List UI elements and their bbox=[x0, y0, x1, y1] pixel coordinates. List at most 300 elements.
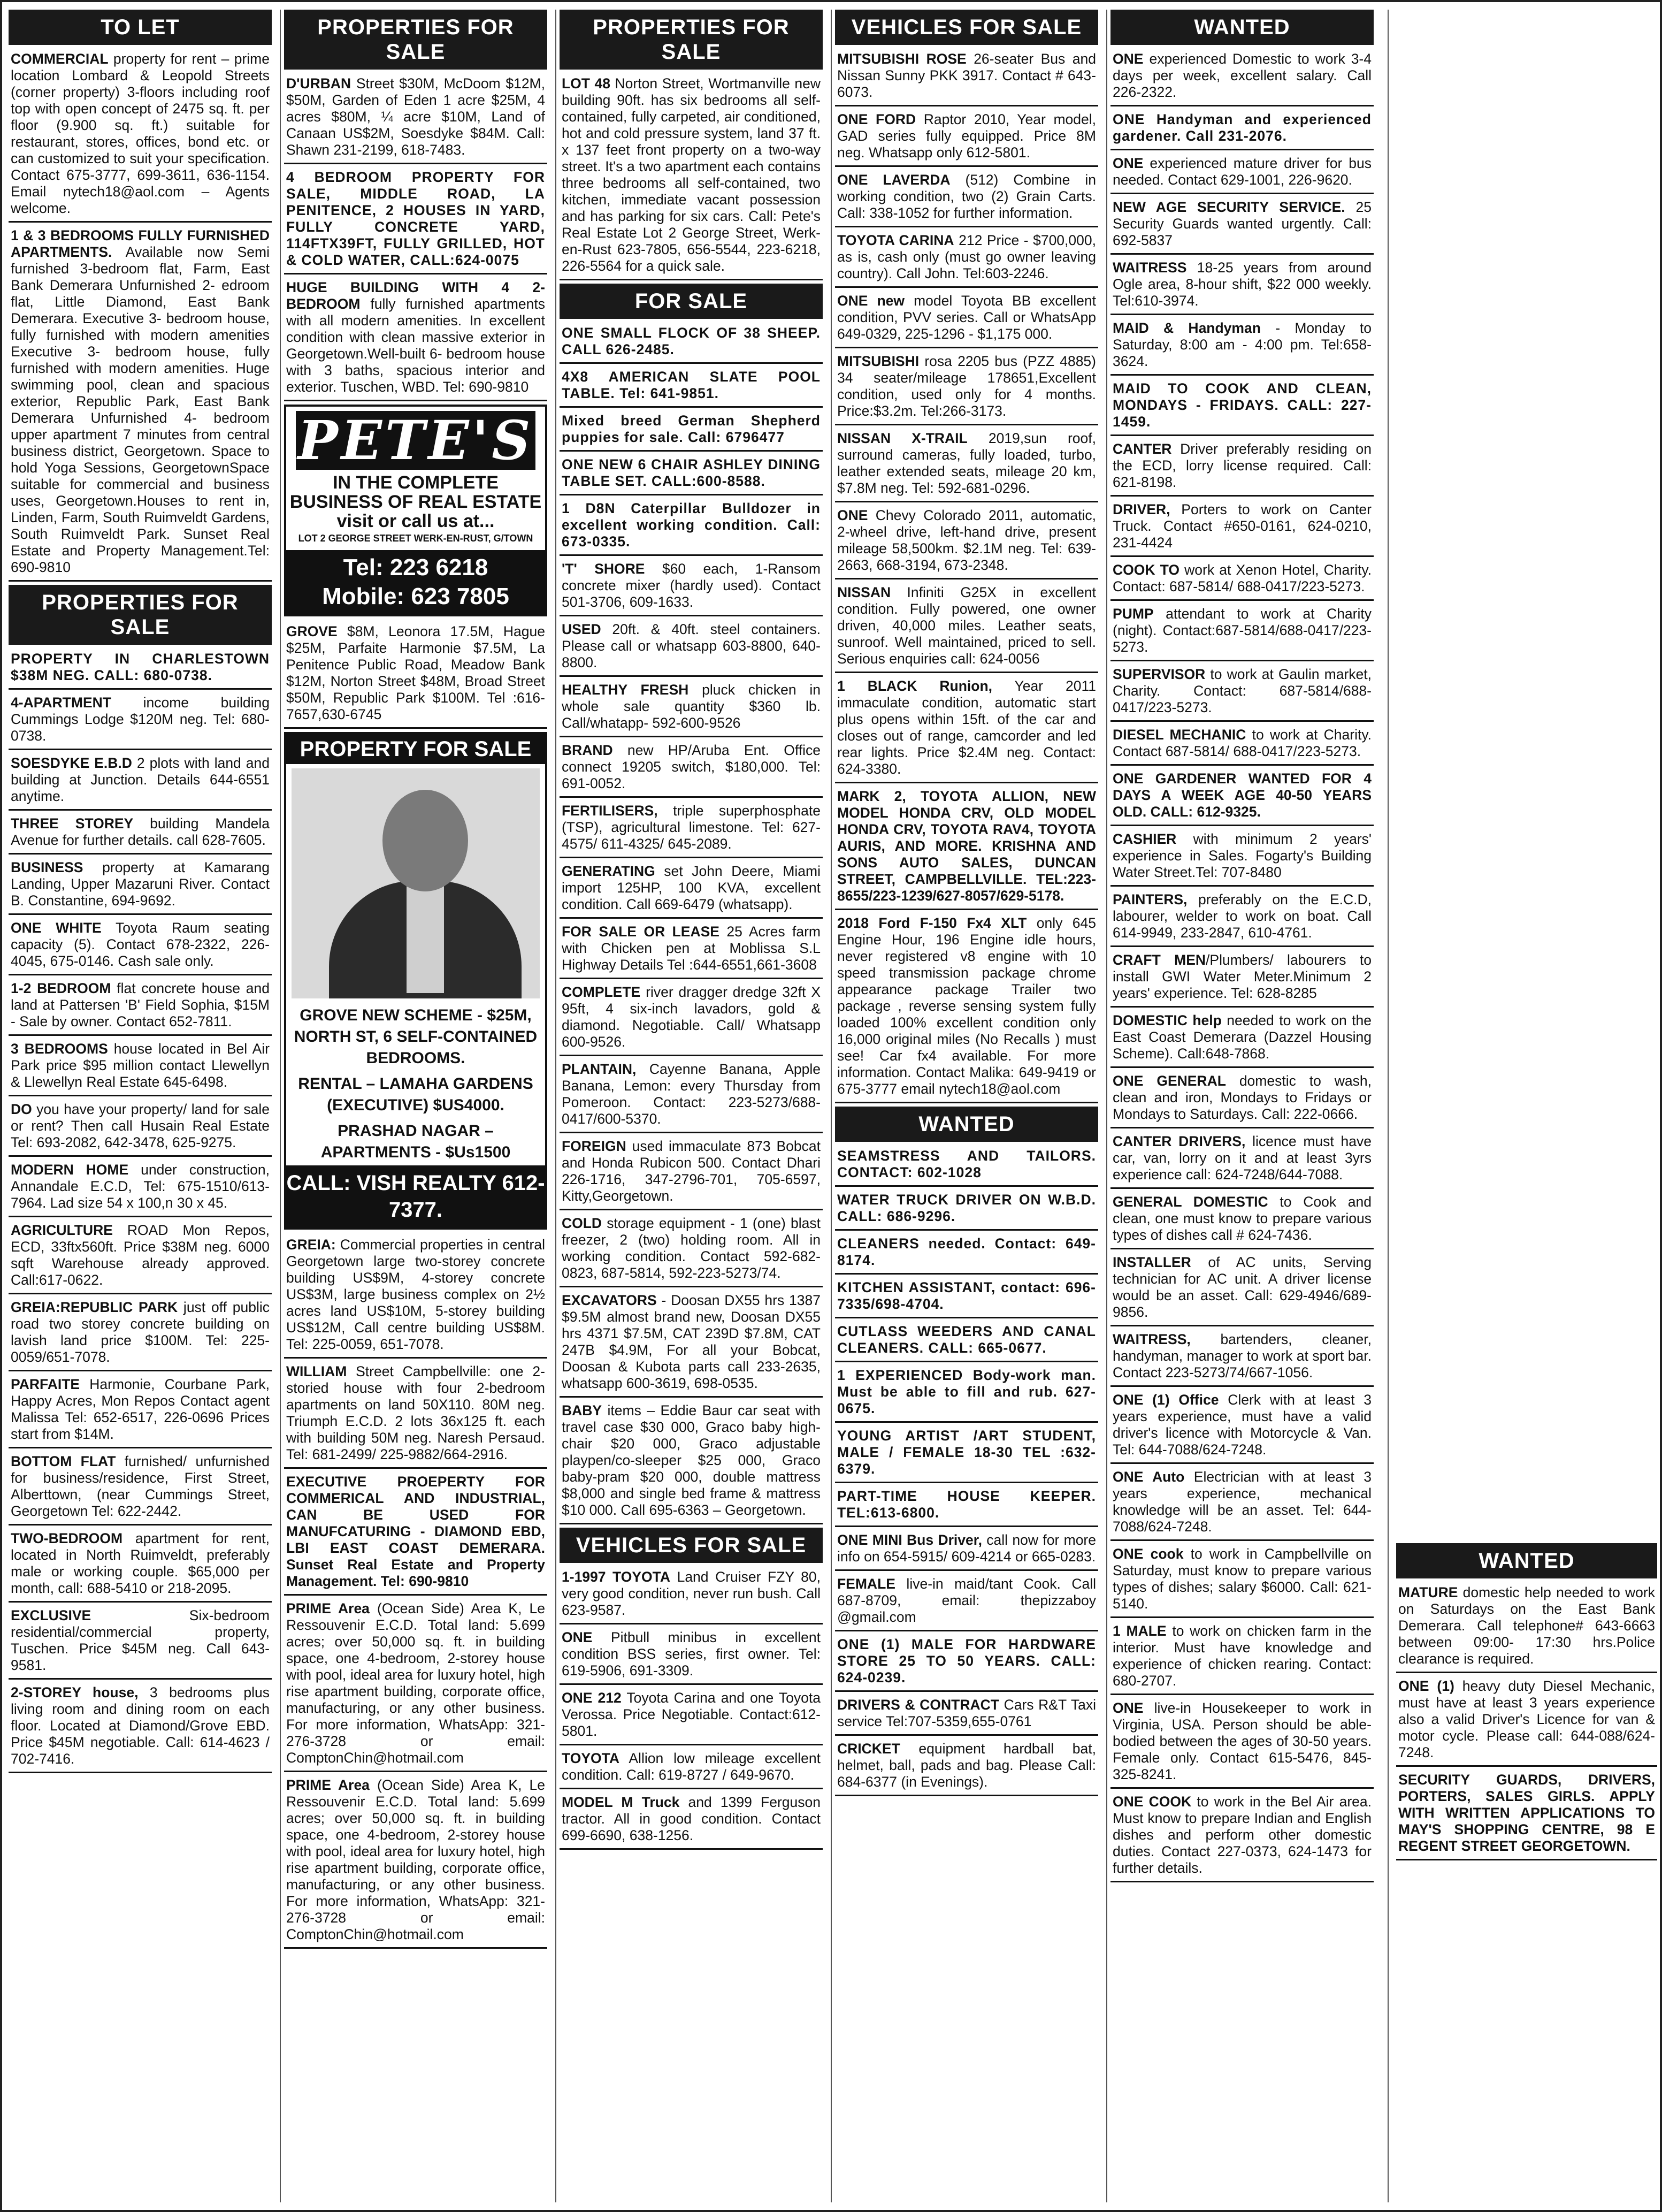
classified-ad bbox=[1396, 1583, 1657, 1673]
classified-ad bbox=[9, 1452, 272, 1525]
classified-ad bbox=[284, 1235, 547, 1359]
ad-keyword: BUSINESS bbox=[11, 859, 83, 875]
classified-ad bbox=[560, 499, 823, 556]
column-divider bbox=[1106, 10, 1107, 2202]
ad-keyword: 2-STOREY house, bbox=[11, 1684, 139, 1700]
ad-text: domestic to wash, clean and iron, Mondays to Fridays or Mondays to Saturdays. Call: 222-0666. bbox=[1113, 1073, 1372, 1122]
ad-keyword: KITCHEN ASSISTANT, contact: 696-7335/698-4704. bbox=[837, 1279, 1096, 1312]
ad-keyword: CRICKET bbox=[837, 1741, 900, 1757]
agent-photo-head bbox=[382, 790, 468, 891]
ad-keyword: 4-APARTMENT bbox=[11, 695, 111, 711]
ad-keyword: SUPERVISOR bbox=[1113, 666, 1206, 682]
petes-address: LOT 2 GEORGE STREET WERK-EN-RUST, G/TOWN bbox=[298, 533, 533, 544]
section-header: FOR SALE bbox=[560, 284, 823, 319]
vish-ad-call: CALL: VISH REALTY 612-7377. bbox=[286, 1165, 545, 1227]
classified-ad bbox=[560, 1214, 823, 1287]
ad-keyword: EXCAVATORS bbox=[562, 1292, 657, 1308]
ad-text: Land Cruiser FZY 80, very good condition, never run bush. Call 623-9587. bbox=[562, 1569, 821, 1618]
classified-ad bbox=[9, 1298, 272, 1371]
classified-ad bbox=[835, 291, 1098, 348]
classified-ad bbox=[835, 1695, 1098, 1736]
ad-text: - Monday to Saturday, 8:00 am - 4:00 pm. Tel:658-3624. bbox=[1113, 320, 1372, 369]
petes-mobile: Mobile: 623 7805 bbox=[322, 583, 509, 609]
classified-ad bbox=[835, 429, 1098, 502]
classified-ad bbox=[1396, 1676, 1657, 1767]
classified-ad bbox=[1110, 154, 1374, 194]
ad-keyword: GROVE bbox=[286, 623, 338, 639]
ad-keyword: PRIME Area bbox=[286, 1777, 370, 1793]
ad-text: live-in Housekeeper to work in Virginia, USA. Person should be able-bodied between the ages of 30-50 years. Female only. Contact 615-5476, 845-325-8241. bbox=[1113, 1700, 1372, 1782]
ad-keyword: DO bbox=[11, 1101, 32, 1117]
ad-keyword: HUGE BUILDING WITH 4 2- BEDROOM bbox=[286, 279, 545, 312]
classified-ad bbox=[560, 1688, 823, 1745]
ad-keyword: ONE COOK bbox=[1113, 1794, 1192, 1810]
classified-ad bbox=[835, 1366, 1098, 1423]
classified-ad bbox=[1110, 1698, 1374, 1789]
ad-keyword: ONE LAVERDA bbox=[837, 172, 951, 188]
ad-keyword: 1-2 BEDROOM bbox=[11, 980, 111, 996]
ad-text: Allion low mileage excellent condition. Call: 619-8727 / 649-9670. bbox=[562, 1750, 821, 1783]
ad-keyword: CUTLASS WEEDERS AND CANAL CLEANERS. CALL: 665-0677. bbox=[837, 1323, 1096, 1356]
classified-ad bbox=[560, 620, 823, 677]
classified-ad bbox=[560, 680, 823, 737]
classified-ad bbox=[835, 583, 1098, 673]
ad-keyword: MODEL M Truck bbox=[562, 1794, 680, 1810]
ad-keyword: COLD bbox=[562, 1215, 602, 1231]
ad-text: Available now Semi furnished 3-bedroom flat, Farm, East Bank Demerara Unfurnished 2- edroom flat, Little Diamond, East Bank Demerara. Executive 3- bedroom house, fully furnished with modern amenities Executive 3- bedroom house, fully furnished with modern amenities. Huge swimming pool, clean and spacious exterior, Republic Park, East Bank Demerara Unfurnished 4- bedroom upper apartment 7 minutes from central business district, Georgetown. Space to hold Yoga Sessions, GeorgetownSpace suitable for commercial and business uses, Georgetown.Houses to rent in, Linden, Farm, South Ruimveldt Gardens, South Ruimveldt Park. Sunset Real Estate and Property Management.Tel: 690-9810 bbox=[11, 244, 270, 575]
section-header: PROPERTIES FOR SALE bbox=[284, 10, 547, 70]
ad-text: call now for more info on 654-5915/ 609-4214 or 665-0283. bbox=[837, 1532, 1096, 1565]
ad-text: attendant to work at Charity (night). Contact:687-5814/688-0417/223-5273. bbox=[1113, 606, 1372, 655]
classified-ad bbox=[9, 753, 272, 811]
ad-text: with minimum 2 years' experience in Sales. Fogarty's Building Water Street.Tel: 707-8480 bbox=[1113, 831, 1372, 880]
classified-ad bbox=[9, 1529, 272, 1603]
ad-keyword: 4X8 AMERICAN SLATE POOL TABLE. Tel: 641-9851. bbox=[562, 369, 821, 401]
ad-keyword: ONE (1) MALE FOR HARDWARE STORE 25 TO 50 YEARS. CALL: 624-0239. bbox=[837, 1636, 1096, 1685]
column-6 bbox=[1396, 1543, 1657, 2202]
classified-ad bbox=[1110, 950, 1374, 1008]
ad-text: Porters to work on Canter Truck. Contact #650-0161, 624-0210, 231-4424 bbox=[1113, 501, 1372, 551]
agent-photo bbox=[292, 768, 540, 998]
ad-text: Harmonie, Courbane Park, Happy Acres, Mon Repos Contact agent Malissa Tel: 652-6517, 226-0696 Prices start from $14M. bbox=[11, 1376, 270, 1442]
ad-keyword: CASHIER bbox=[1113, 831, 1177, 847]
ad-keyword: GENERAL DOMESTIC bbox=[1113, 1194, 1268, 1210]
ad-keyword: PRIME Area bbox=[286, 1600, 370, 1616]
ad-text: equipment hardball bat, helmet, ball, pads and bag. Please Call: 684-6377 (in Evenings). bbox=[837, 1741, 1096, 1790]
classified-ad bbox=[9, 1221, 272, 1294]
ad-text: Street Campbellville: one 2-storied house with four 2-bedroom apartments on land 50X110. 80M neg. Triumph E.C.D. 2 lots 36x125 ft. each with building 50M neg. Naresh Persaud. Tel: 681-2499/ 225-9882/664-2916. bbox=[286, 1363, 545, 1462]
ad-keyword: PART-TIME HOUSE KEEPER. TEL:613-6800. bbox=[837, 1488, 1096, 1521]
classified-ad bbox=[9, 979, 272, 1036]
ad-keyword: PARFAITE bbox=[11, 1376, 80, 1392]
classified-ad bbox=[9, 1100, 272, 1157]
ad-keyword: PLANTAIN, bbox=[562, 1061, 637, 1077]
classified-ad bbox=[1110, 379, 1374, 436]
ad-keyword: PROPERTY IN CHARLESTOWN $38M NEG. CALL: 680-0738. bbox=[11, 651, 270, 683]
ad-keyword: ONE NEW 6 CHAIR ASHLEY DINING TABLE SET. CALL:600-8588. bbox=[562, 456, 821, 489]
classified-ad bbox=[835, 1322, 1098, 1362]
classified-ad bbox=[560, 1059, 823, 1133]
classified-ad bbox=[9, 858, 272, 915]
classified-ad bbox=[835, 1530, 1098, 1571]
ad-keyword: ONE bbox=[837, 507, 868, 523]
ad-text: Year 2011 immaculate condition, automatic start plus opens within 15ft. of the car and closes out of range, camcorder and led rear lights. Price $2.4M neg. Contact: 624-3380. bbox=[837, 678, 1096, 777]
ad-keyword: ONE (1) Office bbox=[1113, 1392, 1219, 1408]
ad-text: and 1399 Ferguson tractor. All in good condition. Contact 699-6690, 638-1256. bbox=[562, 1794, 821, 1843]
ad-text: rosa 2205 bus (PZZ 4885) 34 seater/mileage 178651,Excellent condition, used only for 4 months. Price:$3.2m. Tel:266-3173. bbox=[837, 353, 1096, 419]
ad-keyword: SEAMSTRESS AND TAILORS. CONTACT: 602-1028 bbox=[837, 1148, 1096, 1180]
ad-text: to work on chicken farm in the interior. Must have knowledge and experience of chicken rearing. Contact: 680-2707. bbox=[1113, 1623, 1372, 1689]
ad-keyword: TOYOTA bbox=[562, 1750, 619, 1766]
petes-logo: PETE'S bbox=[296, 411, 535, 470]
ad-text: 212 Price - $700,000, as is, cash only (must go owner leaving country). Call John. Tel:603-2246. bbox=[837, 232, 1096, 281]
ad-keyword: Mixed breed German Shepherd puppies for sale. Call: 6796477 bbox=[562, 413, 821, 445]
ad-text: of AC units, Serving technician for AC unit. A driver license would be an asset. Call: 629-4946/689-9856. bbox=[1113, 1254, 1372, 1320]
ad-text: Toyota Raum seating capacity (5). Contact 678-2322, 226-4045, 675-0146. Cash sale only. bbox=[11, 920, 270, 969]
ad-keyword: 4 BEDROOM PROPERTY FOR SALE, MIDDLE ROAD, LA PENITENCE, 2 HOUSES IN YARD, FULLY CONCRETE YARD, 114FTX39FT, FULLY GRILLED, HOT & COLD WATER, CALL:624-0075 bbox=[286, 169, 545, 268]
ad-keyword: PUMP bbox=[1113, 606, 1154, 622]
ad-keyword: 1 & 3 BEDROOMS FULLY FURNISHED APARTMENTS. bbox=[11, 227, 270, 260]
classified-ad bbox=[835, 1739, 1098, 1796]
classified-ad bbox=[284, 278, 547, 401]
classified-ad bbox=[9, 1039, 272, 1096]
classified-ad bbox=[1110, 439, 1374, 497]
ad-keyword: THREE STOREY bbox=[11, 815, 134, 832]
ad-keyword: USED bbox=[562, 621, 601, 637]
classified-ad bbox=[835, 1190, 1098, 1231]
ad-text: items – Eddie Baur car seat with travel case $30 000, Graco baby high-chair $20 000, Graco adjustable playpen/co-sleeper $25 000, Graco baby-pram $20 000, double mattress $8,000 and single bed frame & mattress $10 000. Call 695-6363 – Georgetown. bbox=[562, 1402, 821, 1518]
ad-keyword: DRIVER, bbox=[1113, 501, 1170, 517]
ad-text: to work at Gaulin market, Charity. Contact: 687-5814/688-0417/223-5273. bbox=[1113, 666, 1372, 715]
ad-keyword: D'URBAN bbox=[286, 75, 351, 91]
classified-ad bbox=[9, 814, 272, 855]
classified-ad bbox=[1396, 1770, 1657, 1860]
ad-keyword: NISSAN bbox=[837, 584, 891, 600]
ad-keyword: NISSAN X-TRAIL bbox=[837, 430, 968, 446]
classified-ad bbox=[1110, 258, 1374, 315]
ad-text: heavy duty Diesel Mechanic, must have at least 3 years experience also a valid Driver's Licence for van & motor cycle. Please call: 644-088/624-7248. bbox=[1398, 1678, 1655, 1760]
ad-text: 26-seater Bus and Nissan Sunny PKK 3917. Contact # 643-6073. bbox=[837, 51, 1096, 100]
ad-text: 25 Acres farm with Chicken pen at Moblissa S.L Highway Details Tel :644-6551,661-3608 bbox=[562, 924, 821, 973]
petes-real-estate-ad bbox=[284, 405, 547, 616]
vish-realty-ad bbox=[284, 732, 547, 1230]
ad-keyword: ONE WHITE bbox=[11, 920, 102, 936]
classified-ad bbox=[1110, 769, 1374, 826]
classified-ad bbox=[284, 1599, 547, 1772]
classified-ad bbox=[1110, 197, 1374, 255]
ad-text: 25 Security Guards wanted urgently. Call: 692-5837 bbox=[1113, 199, 1372, 248]
ad-text: 18-25 years from around Ogle area, 8-hour shift, $22 000 weekly. Tel:610-3974. bbox=[1113, 260, 1372, 309]
ad-text: preferably on the E.C.D, labourer, welder to work on boat. Call 614-9949, 233-2847, 610-4761. bbox=[1113, 891, 1372, 941]
ad-text: house located in Bel Air Park price $95 million contact Llewellyn & Llewellyn Real Estate 645-6498. bbox=[11, 1041, 270, 1090]
classified-ad bbox=[1110, 1390, 1374, 1464]
ad-keyword: MAID TO COOK AND CLEAN, MONDAYS - FRIDAYS. CALL: 227-1459. bbox=[1113, 380, 1372, 430]
ad-keyword: CANTER DRIVERS, bbox=[1113, 1133, 1246, 1149]
ad-text: - Doosan DX55 hrs 1387 $9.5M almost brand new, Doosan DX55 hrs 4371 $7.5M, CAT 239D $7.8M, CAT 247B $4.9M, For all your Bobcat, Doosan & Kubota parts call 233-2635, whatsapp 600-3619, 698-0535. bbox=[562, 1292, 821, 1391]
ad-keyword: ONE cook bbox=[1113, 1546, 1184, 1562]
ad-text: needed to work on the East Coast Demerara (Dazzel Housing Scheme). Call:648-7868. bbox=[1113, 1012, 1372, 1062]
column-divider bbox=[1388, 10, 1389, 2202]
ad-keyword: 1 EXPERIENCED Body-work man. Must be able to fill and rub. 627-0675. bbox=[837, 1367, 1096, 1416]
ad-keyword: WILLIAM bbox=[286, 1363, 347, 1379]
classified-ad bbox=[1110, 1192, 1374, 1249]
classified-ad bbox=[835, 110, 1098, 167]
ad-text: $60 each, 1-Ransom concrete mixer (hardly used). Contact 501-3706, 609-1633. bbox=[562, 561, 821, 610]
ad-text: under construction, Annandale E.C.D, Tel: 675-1510/613-7964. Lad size 54 x 100,n 30 x 45. bbox=[11, 1162, 270, 1211]
ad-text: 20ft. & 40ft. steel containers. Please call or whatsapp 603-8800, 640-8800. bbox=[562, 621, 821, 670]
vish-ad-line: RENTAL – LAMAHA GARDENS (EXECUTIVE) $US4000. bbox=[298, 1075, 533, 1114]
ad-keyword: TWO-BEDROOM bbox=[11, 1530, 123, 1546]
section-header: VEHICLES FOR SALE bbox=[835, 10, 1098, 45]
ad-text: Street $30M, McDoom $12M, $50M, Garden of Eden 1 acre $25M, 4 acres $80M, ¼ acre $10M, Land of Canaan US$2M, Soesdyke $84M. Call: Shawn 231-2199, 618-7483. bbox=[286, 75, 545, 158]
ad-text: fully furnished apartments with all modern amenities. In excellent condition with clean massive exterior in Georgetown.Well-built 6- bedroom house with 3 baths, spacious interior and exterior. Tuschen, WBD. Tel: 690-9810 bbox=[286, 296, 545, 395]
ad-keyword: MODERN HOME bbox=[11, 1162, 129, 1178]
ad-keyword: MITSUBISHI ROSE bbox=[837, 51, 967, 67]
classified-ad bbox=[284, 1472, 547, 1596]
ad-keyword: FOR SALE OR LEASE bbox=[562, 924, 719, 940]
column-3 bbox=[560, 10, 823, 2202]
ad-text: to work at Charity. Contact 687-5814/ 688-0417/223-5273. bbox=[1113, 727, 1372, 759]
ad-keyword: ONE bbox=[1113, 1700, 1144, 1716]
classified-ad bbox=[835, 913, 1098, 1103]
ad-keyword: 1 BLACK Runion, bbox=[837, 678, 993, 694]
ad-text: Clerk with at least 3 years experience, must have a valid driver's licence with Motorcycle & Van. Tel: 644-7088/624-7248. bbox=[1113, 1392, 1372, 1458]
classified-ad bbox=[9, 226, 272, 582]
ad-text: Pitbull minibus in excellent condition BSS series, first owner. Tel: 619-5906, 691-3309. bbox=[562, 1629, 821, 1679]
ad-keyword: FERTILISERS, bbox=[562, 803, 658, 819]
ad-keyword: ONE MINI Bus Driver, bbox=[837, 1532, 982, 1548]
classified-ad bbox=[835, 352, 1098, 425]
classified-ad bbox=[284, 622, 547, 729]
classified-ad bbox=[560, 1136, 823, 1210]
section-header: PROPERTIES FOR SALE bbox=[560, 10, 823, 70]
ad-keyword: EXECUTIVE PROEPERTY FOR COMMERICAL AND INDUSTRIAL, CAN BE USED FOR MANUFCATURING - DIAMOND EBD, LBI EAST COAST DEMERARA. Sunset Real Estate and Property Management. Tel: 690-9810 bbox=[286, 1474, 545, 1589]
classified-ad bbox=[560, 74, 823, 280]
vish-ad-title: PROPERTY FOR SALE bbox=[286, 734, 545, 764]
ad-text: river dragger dredge 32ft X 95ft, 4 six-inch lavadors, gold & diamond. Negotiable. Call/ Whatsapp 600-9526. bbox=[562, 984, 821, 1050]
classified-ad bbox=[835, 506, 1098, 579]
petes-tel: Tel: 223 6218 bbox=[343, 554, 488, 581]
ad-keyword: ONE bbox=[562, 1629, 593, 1645]
ad-keyword: PAINTERS, bbox=[1113, 891, 1188, 907]
ad-text: bartenders, cleaner, handyman, manager to work at sport bar. Contact 223-5273/74/667-1056. bbox=[1113, 1331, 1372, 1380]
ad-text: experienced mature driver for bus needed. Contact 629-1001, 226-9620. bbox=[1113, 155, 1372, 188]
classified-ad bbox=[835, 1146, 1098, 1187]
ad-keyword: 2018 Ford F-150 Fx4 XLT bbox=[837, 915, 1027, 931]
agent-photo-shirt bbox=[407, 886, 444, 993]
ad-keyword: ONE Handyman and experienced gardener. Call 231-2076. bbox=[1113, 111, 1372, 144]
classified-ad bbox=[1110, 890, 1374, 947]
ad-text: used immaculate 873 Bobcat and Honda Rubicon 500. Contact Dhari 226-1716, 347-2796-701, 705-6597, Kitty,Georgetown. bbox=[562, 1138, 821, 1204]
ad-keyword: WAITRESS, bbox=[1113, 1331, 1191, 1347]
ad-text: Cars R&T Taxi service Tel:707-5359,655-0761 bbox=[837, 1697, 1096, 1729]
ad-text: model Toyota BB excellent condition, PVV series. Call or WhatsApp 649-0329, 225-1296 - $1,175 000. bbox=[837, 293, 1096, 342]
ad-text: experienced Domestic to work 3-4 days per week, excellent salary. Call 226-2322. bbox=[1113, 51, 1372, 100]
column-divider bbox=[831, 10, 832, 2202]
ad-keyword: AGRICULTURE bbox=[11, 1222, 113, 1238]
ad-text: set John Deere, Miami import 125HP, 100 KVA, excellent condition. Call 669-6479 (whatsapp). bbox=[562, 863, 821, 912]
section-header: WANTED bbox=[1110, 10, 1374, 45]
ad-keyword: DOMESTIC help bbox=[1113, 1012, 1222, 1028]
classified-ad bbox=[560, 411, 823, 452]
ad-text: only 645 Engine Hour, 196 Engine idle hours, never registered v8 engine with 10 speed transmission package chrome appearance package Trailer two package , reverse sensing system fully loaded 100% excellent condition only 16,000 original miles (No Recalls ) must see! Car fx4 available. For more information. Contact Malika: 649-9419 or 675-3777 email nytech18@aol.com bbox=[837, 915, 1096, 1097]
classified-ad bbox=[9, 1160, 272, 1217]
classified-ad bbox=[560, 1567, 823, 1624]
ad-text: flat concrete house and land at Pattersen 'B' Field Sophia, $15M - Sale by owner. Contact 652-7811. bbox=[11, 980, 270, 1029]
classified-ad bbox=[560, 861, 823, 919]
section-header: VEHICLES FOR SALE bbox=[560, 1528, 823, 1563]
section-header: TO LET bbox=[9, 10, 272, 45]
classified-ad bbox=[835, 787, 1098, 910]
ad-text: pluck chicken in whole sale quantity $360 lb. Call/whatapp- 592-600-9526 bbox=[562, 682, 821, 731]
ad-text: ROAD Mon Repos, ECD, 33ftx560ft. Price $38M neg. 6000 sqft Warehouse already approved. Call:617-0622. bbox=[11, 1222, 270, 1288]
ad-text: $8M, Leonora 17.5M, Hague $25M, Parfaite Harmonie $7.5M, La Penitence Public Road, Meadow Bank $12M, Norton Street $48M, Broad Street $50M, Republic Park $100M. Tel :616-7657,630-6745 bbox=[286, 623, 545, 722]
ad-keyword: 1-1997 TOYOTA bbox=[562, 1569, 671, 1585]
ad-keyword: SOESDYKE E.B.D bbox=[11, 755, 132, 771]
classified-ad bbox=[9, 649, 272, 690]
ad-text: property at Kamarang Landing, Upper Mazaruni River. Contact B. Constantine, 694-9692. bbox=[11, 859, 270, 909]
ad-keyword: TOYOTA CARINA bbox=[837, 232, 954, 248]
classified-ad bbox=[284, 1775, 547, 1949]
ad-text: you have your property/ land for sale or rent? Then call Husain Real Estate Tel: 693-2082, 642-3478, 625-9275. bbox=[11, 1101, 270, 1150]
classified-ad bbox=[9, 1683, 272, 1773]
classified-ad bbox=[1110, 1792, 1374, 1882]
ad-text: furnished/ unfurnished for business/residence, First Street, Alberttown, (near Cummings Street, Georgetown Tel: 622-2442. bbox=[11, 1453, 270, 1519]
ad-keyword: ONE GENERAL bbox=[1113, 1073, 1226, 1089]
ad-keyword: INSTALLER bbox=[1113, 1254, 1191, 1270]
ad-text: to work in Campbellville on Saturday, must know to prepare various types of dishes; salary $6000. Call: 621-5140. bbox=[1113, 1546, 1372, 1612]
ad-text: work at Xenon Hotel, Charity. Contact: 687-5814/ 688-0417/223-5273. bbox=[1113, 562, 1372, 594]
column-5 bbox=[1110, 10, 1374, 2202]
classified-ad bbox=[560, 367, 823, 408]
classified-ad bbox=[1110, 1467, 1374, 1541]
ad-text: storage equipment - 1 (one) blast freezer, 2 (two) holding room. All in working condition. Contact 592-682-0823, 687-5814, 592-223-5273/74. bbox=[562, 1215, 821, 1281]
ad-text: apartment for rent, located in North Ruimveldt, preferably male or working couple. $65,000 per month, call: 688-5410 or 218-2095. bbox=[11, 1530, 270, 1596]
column-2 bbox=[284, 10, 547, 2202]
classified-ad bbox=[560, 559, 823, 616]
ad-text: Commercial properties in central Georgetown large two-storey concrete building US$9M, 4-storey concrete US$3M, large business complex on 2½ acres land US$10M, 5-storey building US$12M, Call centre building US$8M. Tel: 225-0059, 651-7078. bbox=[286, 1237, 545, 1352]
classified-ad bbox=[1110, 318, 1374, 376]
classified-ad bbox=[835, 1426, 1098, 1483]
classified-ad bbox=[1110, 725, 1374, 766]
petes-phones bbox=[286, 550, 545, 614]
ad-text: 2 plots with land and building at Junction. Details 644-6551 anytime. bbox=[11, 755, 270, 804]
ad-keyword: MAID & Handyman bbox=[1113, 320, 1261, 336]
ad-text: Six-bedroom residential/commercial property, Tuschen. Price $45M neg. Call 643-9581. bbox=[11, 1607, 270, 1673]
classified-ad bbox=[560, 741, 823, 798]
ad-text: Toyota Carina and one Toyota Verossa. Price Negotiable. Contact:612-5801. bbox=[562, 1690, 821, 1739]
ad-keyword: 3 BEDROOMS bbox=[11, 1041, 108, 1057]
ad-keyword: FOREIGN bbox=[562, 1138, 626, 1154]
vish-ad-line: GROVE NEW SCHEME - $25M, NORTH ST, 6 SELF-CONTAINED BEDROOMS. bbox=[294, 1006, 538, 1067]
ad-keyword: COMMERCIAL bbox=[11, 51, 109, 67]
classified-ad bbox=[9, 1375, 272, 1448]
classified-ad bbox=[835, 170, 1098, 227]
vish-ad-line: PRASHAD NAGAR – APARTMENTS - $Us1500 bbox=[320, 1122, 511, 1161]
classified-ad bbox=[1110, 560, 1374, 601]
ad-text: /Plumbers/ labourers to install GWI Water Meter.Minimum 2 years' experience. Tel: 628-8285 bbox=[1113, 952, 1372, 1001]
ad-keyword: BOTTOM FLAT bbox=[11, 1453, 116, 1469]
ad-keyword: WAITRESS bbox=[1113, 260, 1187, 276]
column-1 bbox=[9, 10, 272, 2202]
classified-ad bbox=[835, 676, 1098, 783]
ad-keyword: MARK 2, TOYOTA ALLION, NEW MODEL HONDA CRV, OLD MODEL HONDA CRV, TOYOTA RAV4, TOYOTA AURIS, AND MORE. KRISHNA AND SONS AUTO SALES, DUNCAN STREET, CAMPBELLVILLE. TEL:223-8655/223-1239/627-8057/629-5178. bbox=[837, 788, 1096, 904]
ad-keyword: ONE bbox=[1113, 51, 1144, 67]
ad-keyword: NEW AGE SECURITY SERVICE. bbox=[1113, 199, 1345, 215]
classified-ad bbox=[1110, 1071, 1374, 1128]
ad-text: Electrician with at least 3 years experience, mechanical knowledge will be an asset. Tel: 644-7088/624-7248. bbox=[1113, 1469, 1372, 1535]
classified-ad bbox=[1110, 1253, 1374, 1326]
ad-text: domestic help needed to work on Saturdays on the East Bank Demerara. Call telephone# 643-6663 between 09:00- 17:30 hrs.Police clearance is required. bbox=[1398, 1584, 1655, 1667]
ad-keyword: CRAFT MEN bbox=[1113, 952, 1206, 968]
ad-keyword: ONE FORD bbox=[837, 111, 916, 127]
ad-keyword: 1 D8N Caterpillar Bulldozer in excellent working condition. Call: 673-0335. bbox=[562, 500, 821, 550]
ad-keyword: ONE (1) bbox=[1398, 1678, 1454, 1694]
classified-ad bbox=[1110, 110, 1374, 150]
ad-keyword: BABY bbox=[562, 1402, 602, 1418]
ad-keyword: 'T' SHORE bbox=[562, 561, 645, 577]
classified-ad bbox=[560, 1749, 823, 1789]
classified-ad bbox=[284, 167, 547, 274]
section-header: PROPERTIES FOR SALE bbox=[9, 585, 272, 645]
classified-ad bbox=[284, 1362, 547, 1469]
ad-keyword: WATER TRUCK DRIVER ON W.B.D. CALL: 686-9296. bbox=[837, 1192, 1096, 1224]
classified-ad bbox=[1110, 49, 1374, 106]
classified-ad bbox=[835, 49, 1098, 106]
classified-ad bbox=[1110, 829, 1374, 887]
petes-tagline: IN THE COMPLETE BUSINESS OF REAL ESTATE visit or call us at... bbox=[289, 472, 542, 531]
ad-keyword: SECURITY GUARDS, DRIVERS, PORTERS, SALES GIRLS. APPLY WITH WRITTEN APPLICATIONS TO MAY'S SHOPPING CENTRE, 98 E REGENT STREET GEORGETOWN. bbox=[1398, 1772, 1655, 1854]
ad-keyword: COOK TO bbox=[1113, 562, 1180, 578]
ad-keyword: MITSUBISHI bbox=[837, 353, 920, 369]
ad-text: to work in the Bel Air area. Must know to prepare Indian and English dishes and perform other domestic duties. Contact 227-0373, 624-1473 for further details. bbox=[1113, 1794, 1372, 1876]
ad-text: income building Cummings Lodge $120M neg. Tel: 680-0738. bbox=[11, 695, 270, 744]
classified-ad bbox=[835, 1278, 1098, 1318]
ad-text: licence must have car, van, lorry on it and at least 3yrs experience call: 624-7248/644-7088. bbox=[1113, 1133, 1372, 1183]
ad-keyword: 1 MALE bbox=[1113, 1623, 1167, 1639]
ad-text: triple superphosphate (TSP), agricultural limestone. Tel: 627-4575/ 611-4325/ 645-2089. bbox=[562, 803, 821, 852]
column-divider bbox=[555, 10, 556, 2202]
classified-ad bbox=[1110, 604, 1374, 661]
classified-ad bbox=[560, 801, 823, 858]
ad-keyword: GREIA: bbox=[286, 1237, 336, 1253]
ad-text: Norton Street, Wortmanville new building 90ft. has six bedrooms all self-contained, fully carpeted, air conditioned, hot and cold pressure system, land 37 ft. x 137 feet front property on a two-way street. It's a two apartment each contains three bedrooms all self-contained, two kitchen, immediate vacant possession and has parking for six cars. Call: Pete's Real Estate Lot 2 George Street, Werk-en-Rust 623-7805, 656-5544, 223-6218, 226-5564 for a quick sale. bbox=[562, 75, 821, 274]
ad-keyword: ONE bbox=[1113, 155, 1144, 171]
classified-ad bbox=[560, 455, 823, 495]
classified-ad bbox=[9, 693, 272, 750]
ad-text: Cayenne Banana, Apple Banana, Lemon: every Thursday from Pomeroon. Contact: 223-5273/688-0417/600-5370. bbox=[562, 1061, 821, 1127]
classified-ad bbox=[560, 1793, 823, 1850]
ad-keyword: GENERATING bbox=[562, 863, 655, 879]
column-4 bbox=[835, 10, 1098, 2202]
ad-text: property for rent – prime location Lombard & Leopold Streets (corner property) 3-floors including roof top with open concept of 2475 sq. ft. per floor (9.900 sq. ft.) suitable for restaurant, stores, offices, bond etc. or can customized to suit your specification. Contact 675-3777, 699-3611, 636-1154. Email nytech18@aol.com – Agents welcome. bbox=[11, 51, 270, 216]
classified-ad bbox=[9, 918, 272, 975]
classified-ad bbox=[560, 1628, 823, 1685]
ad-keyword: ONE new bbox=[837, 293, 905, 309]
classified-ad bbox=[835, 1234, 1098, 1275]
classified-ad bbox=[835, 231, 1098, 288]
classified-ad bbox=[9, 1606, 272, 1680]
ad-keyword: BRAND bbox=[562, 742, 613, 758]
ad-text: Infiniti G25X in excellent condition. Fully powered, one owner driven, 40,000 miles. Leather seats, sunroof. Well maintained, priced to sell. Serious enquiries call: 624-0056 bbox=[837, 584, 1096, 667]
ad-keyword: MATURE bbox=[1398, 1584, 1458, 1600]
ad-text: to Cook and clean, one must know to prepare various types of dishes call # 624-7436. bbox=[1113, 1194, 1372, 1243]
ad-text: Driver preferably residing on the ECD, lorry license required. Call: 621-8198. bbox=[1113, 441, 1372, 490]
classified-ad bbox=[1110, 1330, 1374, 1387]
ad-text: 2019,sun roof, surround cameras, fully loaded, turbo, leather extended seats, mileage 20 km, $7.8M neg. Tel: 592-681-0296. bbox=[837, 430, 1096, 496]
classified-ad bbox=[560, 1401, 823, 1524]
classified-ad bbox=[1110, 500, 1374, 557]
